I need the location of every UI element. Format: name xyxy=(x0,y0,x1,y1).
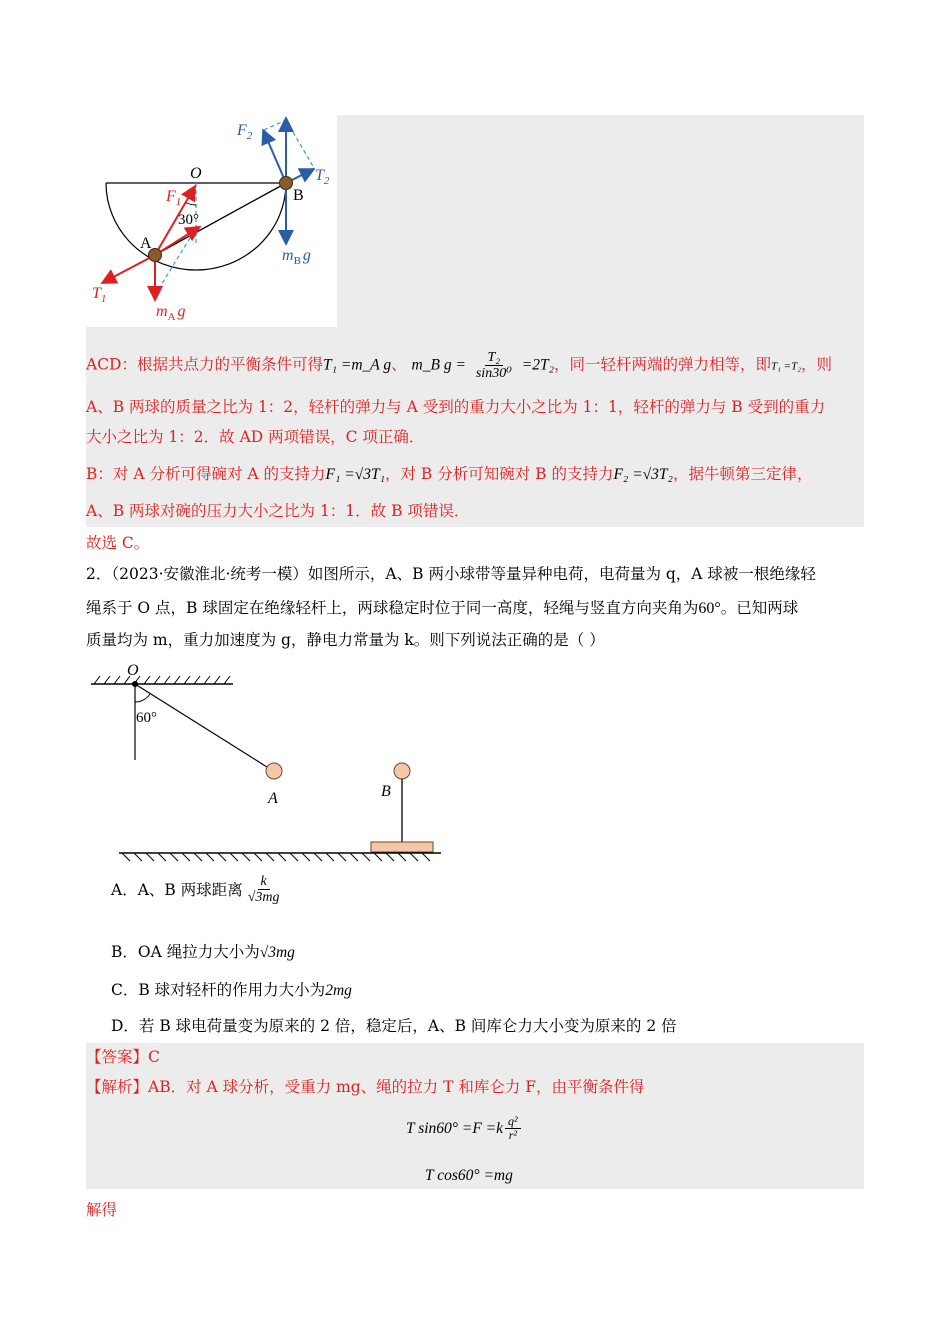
ball-B xyxy=(394,763,410,779)
question2-line1: 2．（2023·安徽淮北·统考一模）如图所示，A、B 两小球带等量异种电荷，电荷量为 q，A 球被一根绝缘轻 xyxy=(86,565,816,583)
analysis-line: 【解析】AB．对 A 球分析，受重力 mg、绳的拉力 T 和库仑力 F，由平衡条件得 xyxy=(86,1078,645,1096)
svg-text:T2: $T_2$ xyxy=(315,167,330,187)
eq-fraction-T2-sin30: $\frac{\text{T₂}}{\text{sin30⁰}}$ xyxy=(475,350,512,381)
ball-B xyxy=(280,177,293,190)
equation-2: T cos60° =mg xyxy=(425,1167,513,1184)
label-A: A xyxy=(140,235,152,252)
solution1-line1: ACD：根据共点力的平衡条件可得T₁ =m_A g、 m_B g = $\frac{\text{T₂}}{\text{sin30⁰}}$ =2T₂，同一轻杆两端的弹力相等，即T₁ =T₂，则 xyxy=(86,350,833,381)
label-B: B xyxy=(381,783,391,800)
option-A-fraction: $\frac{k}{√3mg}$ xyxy=(247,874,280,905)
label-O: O xyxy=(127,662,139,679)
answer-label: 【答案】C xyxy=(86,1048,160,1066)
force-F2 xyxy=(264,132,286,183)
eq-F1: F₁ =√3T₁ xyxy=(325,466,385,483)
solution1-line4: B：对 A 分析可得碗对 A 的支持力F₁ =√3T₁，对 B 分析可知碗对 B 的支持力F₂ =√3T₂，据牛顿第三定律， xyxy=(86,465,813,483)
solution1-conclusion: 故选 C。 xyxy=(86,534,150,552)
figure1-shade-right xyxy=(337,115,864,327)
figure1-bowl-diagram xyxy=(86,110,346,330)
label-angle-30: 30° xyxy=(178,212,199,228)
label-A: A xyxy=(268,790,278,807)
question2-line2: 绳系于 O 点，B 球固定在绝缘轻杆上，两球稳定时位于同一高度，轻绳与竖直方向夹角为60°。已知两球 xyxy=(86,599,799,617)
eq-T1-mAg: T₁ =m_A g xyxy=(322,356,392,374)
eq-T1-T2: T₁ =T₂ xyxy=(770,360,802,373)
label-O: O xyxy=(190,165,202,182)
solution1-line3: 大小之比为 1：2．故 AD 两项错误，C 项正确． xyxy=(86,428,425,446)
b-dashed-3 xyxy=(264,120,286,130)
solved-label: 解得 xyxy=(86,1201,118,1219)
figure2-pendulum-diagram xyxy=(86,658,446,863)
ball-A xyxy=(266,763,282,779)
force-T1 xyxy=(104,255,155,282)
label-B: B xyxy=(293,187,304,204)
svg-text:F2: $F_2$ xyxy=(237,122,253,142)
b-dashed-1 xyxy=(286,120,314,168)
option-C: C．B 球对轻杆的作用力大小为2mg xyxy=(111,981,352,999)
ceiling-hatch xyxy=(94,676,230,684)
solution1-line2: A、B 两球的质量之比为 1：2，轻杆的弹力与 A 受到的重力大小之比为 1：1，轻杆的弹力与 B 受到的重力 xyxy=(86,398,826,416)
solution1-line5: A、B 两球对碗的压力大小之比为 1：1．故 B 项错误． xyxy=(86,502,470,520)
svg-text:T1: $T_1$ xyxy=(92,285,107,305)
eq-F2: F₂ =√3T₂ xyxy=(613,466,673,483)
option-B: B．OA 绳拉力大小为√3mg xyxy=(111,943,295,961)
option-A: A．A、B 两球距离 $\frac{k}{√3mg}$ xyxy=(111,874,285,905)
question2-line3: 质量均为 m，重力加速度为 g，静电力常量为 k。则下列说法正确的是（ ） xyxy=(86,631,605,649)
svg-text:F1: $F_1$ xyxy=(166,188,182,208)
equation-1: T sin60° =F =k $\frac{\text{q²}}{\text{r²}}$ xyxy=(406,1115,523,1142)
rod-base xyxy=(371,842,433,852)
svg-text:mBg: $m_B$ g xyxy=(282,247,311,267)
svg-text:mAg: $m_A$ g xyxy=(156,303,186,323)
label-angle-60: 60° xyxy=(136,710,157,726)
option-D: D．若 B 球电荷量变为原来的 2 倍，稳定后，A、B 间库仑力大小变为原来的 2 倍 xyxy=(111,1017,677,1035)
question-number: 2． xyxy=(86,565,112,583)
force-rod-on-A xyxy=(155,228,198,255)
ground-hatch xyxy=(122,853,430,861)
